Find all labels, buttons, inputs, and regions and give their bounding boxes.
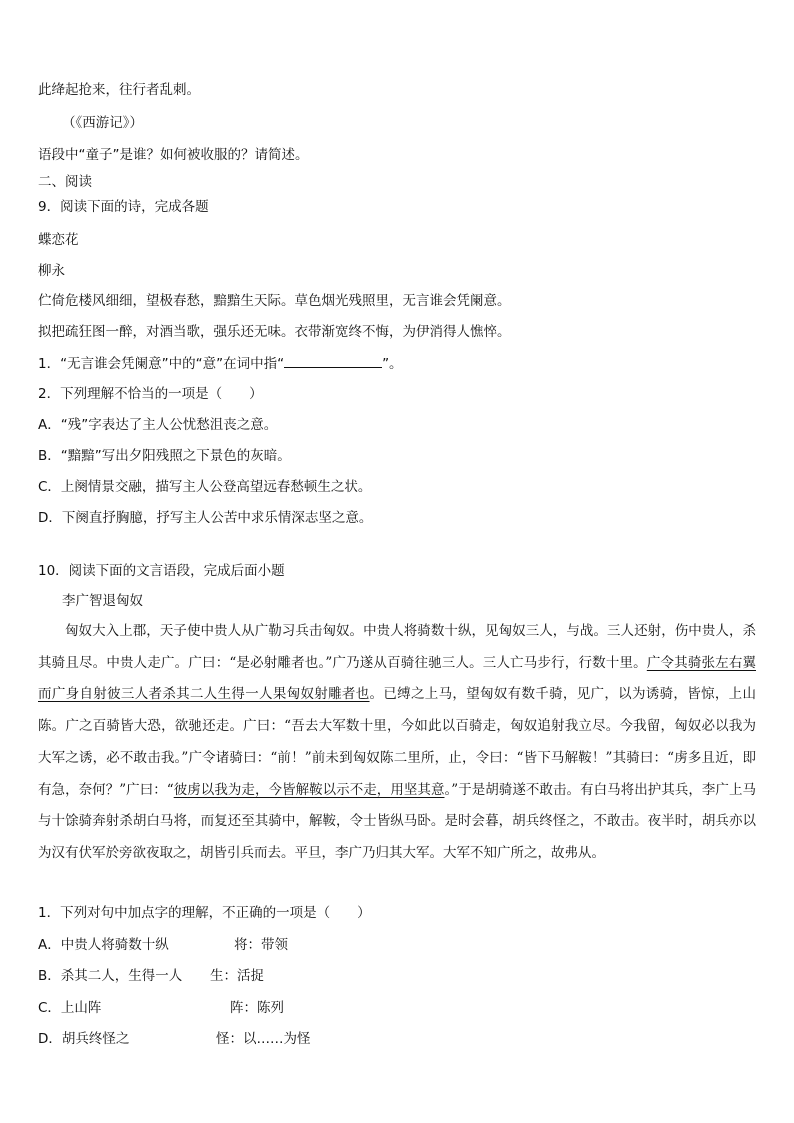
- question-line: 语段中“童子”是谁？如何被收服的？请简述。: [38, 147, 309, 163]
- underlined-sentence-2: 彼虏以我为走，今皆解鞍以示不走，用坚其意: [173, 781, 445, 798]
- classical-passage: [38, 616, 756, 870]
- sub-option-b[interactable]: [38, 966, 756, 986]
- option-b[interactable]: B．“黯黯”写出夕阳残照之下景色的灰暗。: [38, 448, 291, 464]
- question-9-2: 2．下列理解不恰当的一项是（ ）: [38, 386, 263, 402]
- option-sentence: A．中贵人将骑数十纵: [38, 937, 169, 953]
- sub-option-d[interactable]: [38, 1029, 756, 1049]
- question-text-end: ”。: [382, 356, 403, 372]
- question-10: 10．阅读下面的文言语段，完成后面小题: [38, 563, 285, 579]
- passage-title: 李广智退匈奴: [62, 593, 143, 609]
- option-gloss: 阵：陈列: [230, 1000, 284, 1016]
- sub-question-1: 1．下列对句中加点字的理解，不正确的一项是（ ）: [38, 905, 371, 921]
- sub-option-a[interactable]: [38, 935, 756, 955]
- text-line: 此绛起抢来，往行者乱刺。: [38, 82, 200, 98]
- section-heading: 二、阅读: [38, 174, 92, 190]
- option-gloss: 生：活捉: [210, 968, 264, 984]
- poem-title: 蝶恋花: [38, 232, 79, 248]
- option-sentence: D．胡兵终怪之: [38, 1031, 130, 1047]
- option-c[interactable]: C．上阕情景交融，描写主人公登高望远春愁顿生之状。: [38, 479, 372, 495]
- passage-text: 。已缚之上马，望匈奴有数千骑，见广，以为诱骑，皆惊，上山陈。广之百骑皆大恐，欲驰还走。广曰：“吾去大军数十里，今如此以百骑走，匈奴追射我立尽。今我留，匈奴必以我为大军之诱，必不敢击我。”广令诸骑曰：“前！”前未到匈奴陈二里所，止，令曰：“皆下马解鞍！”其骑曰：“虏多且近，即有急，奈何？”广曰：“: [38, 686, 757, 798]
- passage-text: 匈奴大入上郡，天子使中贵人从广勒习兵击匈奴。中贵人将骑数十纵，见匈奴三人，与战。三人还射，伤中贵人，杀其骑且尽。中贵人走广。广曰：“是必射雕者也。”广乃遂从百骑往驰三人。三人亡马步行，行数十里。: [38, 623, 756, 671]
- option-gloss: 怪：以……为怪: [216, 1031, 311, 1047]
- question-9: 9．阅读下面的诗，完成各题: [38, 199, 209, 215]
- question-text: 1．“无言谁会凭阑意”中的“意”在词中指“: [38, 356, 285, 372]
- question-9-1: [38, 353, 756, 374]
- poem-line-2: 拟把疏狂图一醉，对酒当歌，强乐还无味。衣带渐宽终不悔，为伊消得人憔悴。: [38, 324, 511, 340]
- poem-author: 柳永: [38, 263, 65, 279]
- sub-option-c[interactable]: [38, 998, 756, 1018]
- option-sentence: C．上山阵: [38, 1000, 102, 1016]
- option-d[interactable]: D．下阕直抒胸臆，抒写主人公苦中求乐情深志坚之意。: [38, 510, 373, 526]
- option-a[interactable]: A．“残”字表达了主人公忧愁沮丧之意。: [38, 417, 278, 433]
- underlined-sentence-1: 广令其骑张左右翼而广身自射彼三人者杀其二人生得一人果匈奴射雕者也: [38, 654, 756, 703]
- answer-blank[interactable]: [284, 353, 382, 368]
- option-gloss: 将：带领: [234, 937, 288, 953]
- source-citation: （《西游记》）: [62, 115, 143, 131]
- poem-line-1: 伫倚危楼风细细，望极春愁，黯黯生天际。草色烟光残照里，无言谁会凭阑意。: [38, 293, 511, 309]
- passage-text: 。”于是胡骑遂不敢击。有白马将出护其兵，李广上马与十馀骑奔射杀胡白马将，而复还至其骑中，解鞍，令士皆纵马卧。是时会暮，胡兵终怪之，不敢击。夜半时，胡兵亦以为汉有伏军於旁欲夜取之，胡皆引兵而去。平旦，李广乃归其大军。大军不知广所之，故弗从。: [38, 781, 757, 861]
- option-sentence: B．杀其二人，生得一人: [38, 968, 183, 984]
